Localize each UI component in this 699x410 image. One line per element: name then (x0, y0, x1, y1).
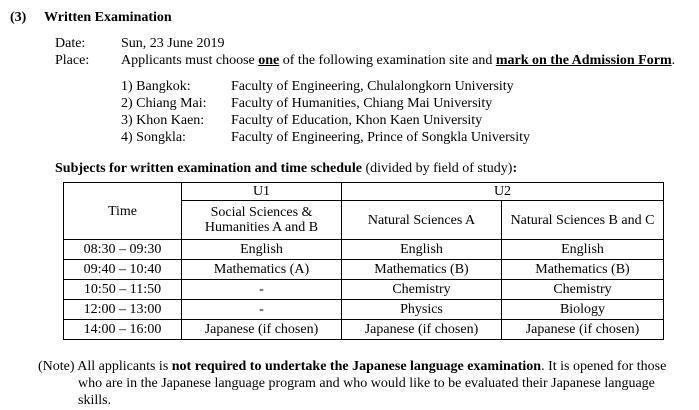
table-row (64, 240, 664, 260)
exam-site-item (121, 129, 530, 146)
column-header-u1-line2: Humanities A and B (204, 220, 319, 235)
site-city: 3) Khon Kaen: (121, 113, 205, 128)
place-emph-one: one (258, 53, 280, 68)
time-cell: 08:30 – 09:30 (64, 240, 182, 260)
time-cell: 09:40 – 10:40 (64, 260, 182, 280)
u1-cell: - (182, 300, 342, 320)
u1-cell: Japanese (if chosen) (182, 320, 342, 340)
table-row (64, 280, 664, 300)
table-row (64, 300, 664, 320)
column-header-u1 (182, 201, 342, 240)
section-number: (3) (10, 10, 27, 25)
time-header: Time (64, 183, 182, 240)
exam-site-item (121, 78, 530, 95)
place-instructions (121, 53, 675, 69)
natural-a-cell: Mathematics (B) (342, 260, 502, 280)
exam-site-list (121, 78, 530, 146)
site-city: 4) Songkla: (121, 130, 186, 145)
u1-cell: - (182, 280, 342, 300)
natural-bc-cell: Biology (502, 300, 664, 320)
note-line-2: who are in the Japanese language program and who would like to be evaluated their Japanese language skills. (78, 376, 655, 408)
place-row (55, 53, 675, 69)
section-title: Written Examination (44, 10, 172, 25)
place-text-middle: of the following examination site and (279, 53, 496, 68)
column-header-u1-line1: Social Sciences & (210, 205, 313, 220)
place-text-before: Applicants must choose (121, 53, 259, 68)
column-header-natural-a: Natural Sciences A (342, 201, 502, 240)
schedule-table (63, 182, 664, 340)
u1-cell: English (182, 240, 342, 260)
site-city: 1) Bangkok: (121, 79, 191, 94)
date-row (55, 36, 224, 52)
place-text-end: . (671, 53, 676, 68)
note-bold: not required to undertake the Japanese language examination (171, 359, 542, 374)
natural-bc-cell: Chemistry (502, 280, 664, 300)
place-emph-mark: mark on the Admission Form (495, 53, 672, 68)
section-heading (10, 10, 172, 26)
natural-a-cell: English (342, 240, 502, 260)
natural-a-cell: Japanese (if chosen) (342, 320, 502, 340)
time-cell: 10:50 – 11:50 (64, 280, 182, 300)
table-row (64, 320, 664, 340)
group-header-u1: U1 (182, 183, 342, 201)
natural-a-cell: Chemistry (342, 280, 502, 300)
note-paragraph (38, 358, 688, 409)
subjects-heading (55, 161, 517, 177)
site-venue: Faculty of Humanities, Chiang Mai University (231, 96, 493, 111)
natural-bc-cell: Mathematics (B) (502, 260, 664, 280)
subjects-heading-bold: Subjects for written examination and time schedule (55, 161, 362, 176)
exam-site-item (121, 95, 530, 112)
time-cell: 12:00 – 13:00 (64, 300, 182, 320)
date-value: Sun, 23 June 2019 (121, 36, 225, 51)
site-city: 2) Chiang Mai: (121, 96, 207, 111)
site-venue: Faculty of Engineering, Chulalongkorn University (231, 79, 514, 94)
site-venue: Faculty of Engineering, Prince of Songkla University (231, 130, 530, 145)
table-row (64, 260, 664, 280)
natural-bc-cell: English (502, 240, 664, 260)
subjects-heading-normal: (divided by field of study) (361, 161, 513, 176)
natural-bc-cell: Japanese (if chosen) (502, 320, 664, 340)
place-label: Place: (55, 53, 90, 68)
note-text-before: All applicants is (74, 359, 172, 374)
u1-cell: Mathematics (A) (182, 260, 342, 280)
note-text-after: . It is opened for those (541, 359, 667, 374)
column-header-natural-bc: Natural Sciences B and C (502, 201, 664, 240)
date-label: Date: (55, 36, 86, 51)
natural-a-cell: Physics (342, 300, 502, 320)
note-label: (Note) (38, 359, 75, 374)
site-venue: Faculty of Education, Khon Kaen University (231, 113, 483, 128)
group-header-u2: U2 (342, 183, 664, 201)
time-cell: 14:00 – 16:00 (64, 320, 182, 340)
exam-site-item (121, 112, 530, 129)
subjects-heading-colon: : (512, 161, 518, 176)
